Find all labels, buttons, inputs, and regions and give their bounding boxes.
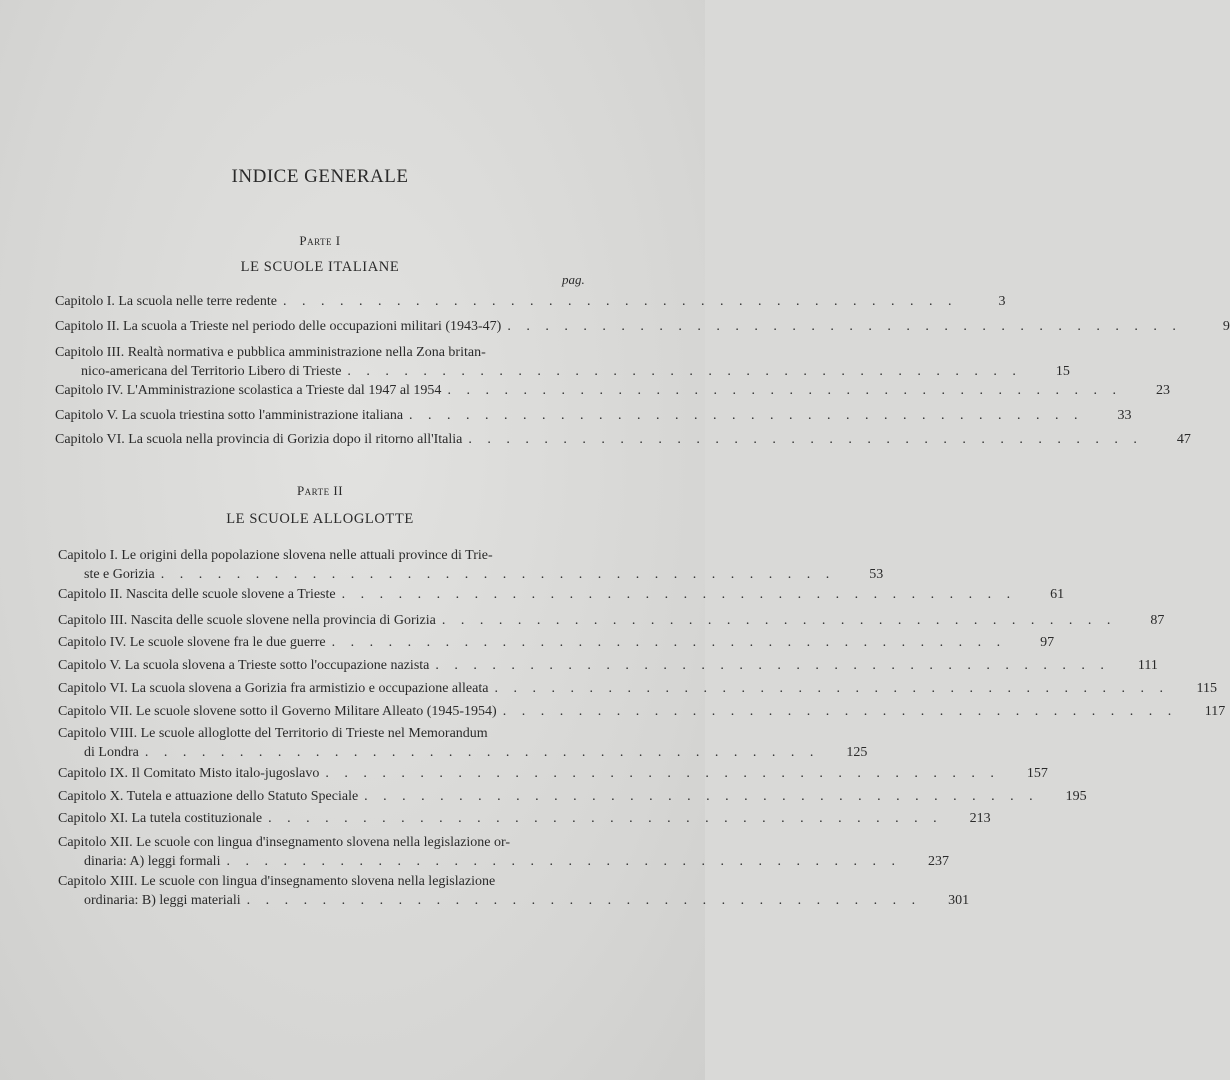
leader-dots: . . . . . . . . . . . . . . . . . . . . . . . . . . . . . . . . . . . . <box>268 811 943 826</box>
toc-entry <box>58 611 1165 630</box>
toc-entry-title: Capitolo IV. L'Amministrazione scolastica a Trieste dal 1947 al 1954 <box>55 383 442 398</box>
part-heading: LE SCUOLE ITALIANE <box>240 259 400 275</box>
toc-entry-title: Capitolo XIII. Le scuole con lingua d'insegnamento slovena nella legislazione <box>58 874 496 889</box>
toc-entry-title: Capitolo VI. La scuola nella provincia di Gorizia dopo il ritorno all'Italia <box>55 432 463 447</box>
leader-dots: . . . . . . . . . . . . . . . . . . . . . . . . . . . . . . . . . . . . <box>226 854 901 869</box>
toc-page-number: 61 <box>1050 587 1065 602</box>
toc-entry-title: Capitolo IX. Il Comitato Misto italo-jugoslavo <box>58 766 320 781</box>
leader-dots: . . . . . . . . . . . . . . . . . . . . . . . . . . . . . . . . . . . . <box>331 635 1007 650</box>
toc-entry-title: Capitolo III. Realtà normativa e pubblica amministrazione nella Zona britan- <box>55 345 486 360</box>
toc-entry <box>55 343 1070 381</box>
toc-entry <box>58 809 991 828</box>
toc-page-number: 115 <box>1196 681 1217 696</box>
page-title: INDICE GENERALE <box>231 166 409 187</box>
leader-dots: . . . . . . . . . . . . . . . . . . . . . . . . . . . . . . . . . . . . <box>325 766 1000 781</box>
toc-entry-title: ordinaria: B) leggi materiali <box>84 893 241 908</box>
toc-entry <box>58 764 1048 783</box>
leader-dots: . . . . . . . . . . . . . . . . . . . . . . . . . . . . . . . . . . . . <box>364 789 1039 804</box>
toc-entry <box>55 317 1230 336</box>
toc-entry-title: Capitolo VII. Le scuole slovene sotto il Governo Militare Alleato (1945-1954) <box>58 704 497 719</box>
toc-page-number: 301 <box>948 893 970 908</box>
toc-page-number: 157 <box>1026 766 1048 781</box>
toc-entry-title: Capitolo I. La scuola nelle terre redente <box>55 294 277 309</box>
toc-page-number: 237 <box>927 854 949 869</box>
toc-entry-title: Capitolo IV. Le scuole slovene fra le due guerre <box>58 635 326 650</box>
toc-entry-title: ste e Gorizia <box>84 567 155 582</box>
leader-dots: . . . . . . . . . . . . . . . . . . . . . . . . . . . . . . . . . . . . <box>468 432 1143 447</box>
toc-entry <box>58 833 949 871</box>
toc-page-number: 47 <box>1176 432 1191 447</box>
toc-page-number: 213 <box>969 811 991 826</box>
toc-entry <box>58 724 868 762</box>
toc-entry-title: di Londra <box>84 745 139 760</box>
leader-dots: . . . . . . . . . . . . . . . . . . . . . . . . . . . . . . . . . . . . <box>246 893 922 908</box>
toc-page-number: 111 <box>1137 658 1158 673</box>
toc-page-number: 125 <box>846 745 868 760</box>
toc-entry <box>58 787 1087 806</box>
leader-dots: . . . . . . . . . . . . . . . . . . . . . . . . . . . . . . . . . . . . <box>507 319 1182 334</box>
leader-dots: . . . . . . . . . . . . . . . . . . . . . . . . . . . . . . . . . . . . <box>447 383 1122 398</box>
toc-entry-title: Capitolo VI. La scuola slovena a Gorizia fra armistizio e occupazione alleata <box>58 681 489 696</box>
leader-dots: . . . . . . . . . . . . . . . . . . . . . . . . . . . . . . . . . . . . <box>502 704 1178 719</box>
part-label: Parte I <box>299 233 341 248</box>
toc-entry <box>58 679 1217 698</box>
toc-entry <box>58 585 1065 604</box>
toc-page-number: 195 <box>1065 789 1087 804</box>
toc-page-number: 97 <box>1040 635 1055 650</box>
toc-entry-title: Capitolo II. La scuola a Trieste nel periodo delle occupazioni militari (1943-47) <box>55 319 502 334</box>
toc-page-number: 3 <box>998 294 1006 309</box>
toc-entry-title: Capitolo III. Nascita delle scuole slovene nella provincia di Gorizia <box>58 613 436 628</box>
toc-entry-title: Capitolo I. Le origini della popolazione slovena nelle attuali province di Trie- <box>58 548 493 563</box>
toc-entry-title: Capitolo V. La scuola triestina sotto l'amministrazione italiana <box>55 408 404 423</box>
part-label: Parte II <box>296 483 344 498</box>
leader-dots: . . . . . . . . . . . . . . . . . . . . . . . . . . . . . . . . . . . . <box>144 745 820 760</box>
leader-dots: . . . . . . . . . . . . . . . . . . . . . . . . . . . . . . . . . . . . <box>441 613 1117 628</box>
toc-page-number: 53 <box>869 567 884 582</box>
toc-entry-title: Capitolo V. La scuola slovena a Trieste sotto l'occupazione nazista <box>58 658 430 673</box>
toc-entry <box>55 381 1170 400</box>
toc-page-number: 15 <box>1055 364 1070 379</box>
toc-entry <box>58 633 1055 652</box>
toc-entry-title: Capitolo XII. Le scuole con lingua d'insegnamento slovena nella legislazione or- <box>58 835 511 850</box>
leader-dots: . . . . . . . . . . . . . . . . . . . . . . . . . . . . . . . . . . . . <box>341 587 1017 602</box>
part-heading: LE SCUOLE ALLOGLOTTE <box>226 511 414 527</box>
toc-entry-title: dinaria: A) leggi formali <box>84 854 221 869</box>
toc-entry <box>58 702 1226 721</box>
toc-entry <box>55 406 1132 425</box>
page-column-label: pag. <box>562 272 585 287</box>
leader-dots: . . . . . . . . . . . . . . . . . . . . . . . . . . . . . . . . . . . . <box>409 408 1084 423</box>
toc-page-number: 23 <box>1155 383 1170 398</box>
toc-entry-title: nico-americana del Territorio Libero di Trieste <box>81 364 342 379</box>
toc-entry-title: Capitolo XI. La tutela costituzionale <box>58 811 263 826</box>
toc-entry <box>58 546 884 584</box>
toc-entry <box>58 656 1158 675</box>
toc-entry-title: Capitolo VIII. Le scuole alloglotte del Territorio di Trieste nel Memorandum <box>58 726 488 741</box>
toc-page-number: 33 <box>1117 408 1132 423</box>
leader-dots: . . . . . . . . . . . . . . . . . . . . . . . . . . . . . . . . . . . . <box>282 294 958 309</box>
toc-page-number: 9 <box>1222 319 1230 334</box>
leader-dots: . . . . . . . . . . . . . . . . . . . . . . . . . . . . . . . . . . . . <box>347 364 1022 379</box>
toc-entry-title: Capitolo II. Nascita delle scuole slovene a Trieste <box>58 587 336 602</box>
toc-page-number: 117 <box>1204 704 1226 719</box>
toc-entry <box>55 430 1191 449</box>
toc-entry <box>58 872 970 910</box>
toc-entry <box>55 292 1006 311</box>
leader-dots: . . . . . . . . . . . . . . . . . . . . . . . . . . . . . . . . . . . . <box>494 681 1169 696</box>
leader-dots: . . . . . . . . . . . . . . . . . . . . . . . . . . . . . . . . . . . . <box>160 567 836 582</box>
leader-dots: . . . . . . . . . . . . . . . . . . . . . . . . . . . . . . . . . . . . <box>435 658 1110 673</box>
toc-page-number: 87 <box>1150 613 1165 628</box>
toc-entry-title: Capitolo X. Tutela e attuazione dello Statuto Speciale <box>58 789 359 804</box>
